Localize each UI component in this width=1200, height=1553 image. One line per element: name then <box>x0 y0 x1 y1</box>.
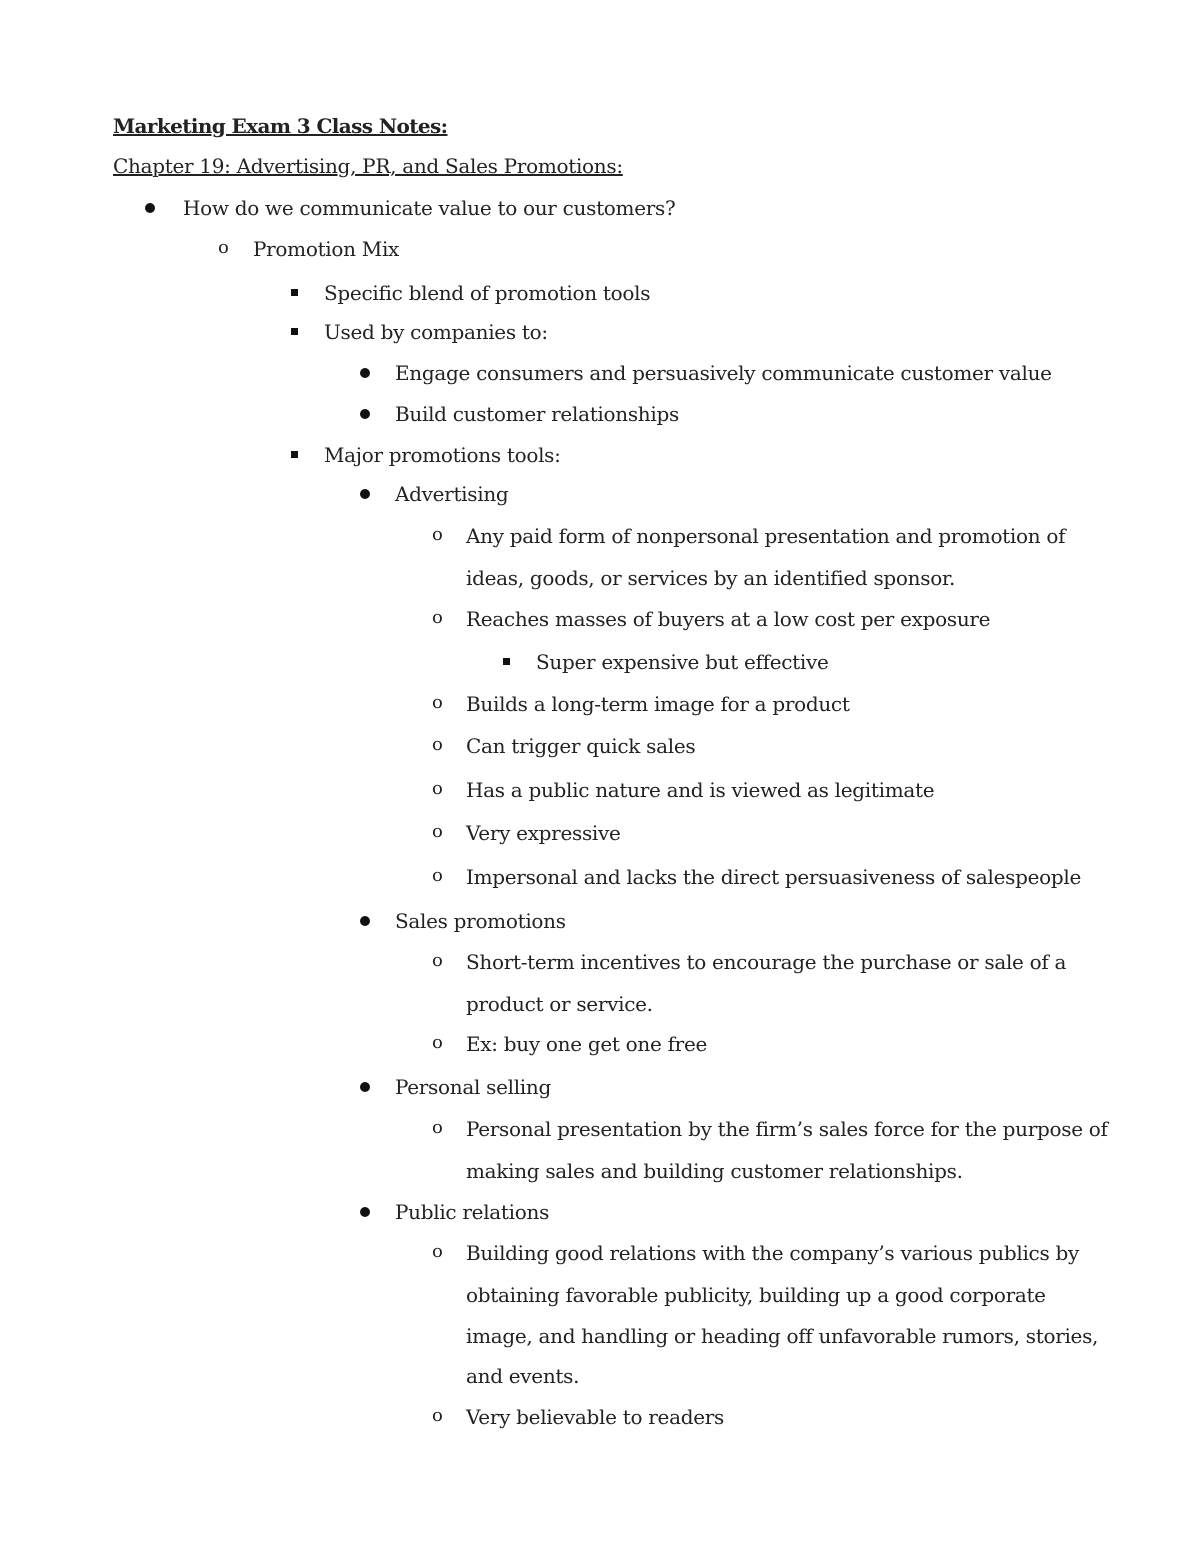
list-item <box>0 1198 1200 1226</box>
circle-bullet-icon: o <box>432 865 443 886</box>
list-item <box>0 359 1200 387</box>
chapter-heading: Chapter 19: Advertising, PR, and Sales Promotions: <box>113 154 623 178</box>
list-item-text: Very expressive <box>466 821 621 845</box>
circle-bullet-icon: o <box>432 950 443 971</box>
square-bullet-icon <box>291 289 298 296</box>
list-item-text: Major promotions tools: <box>324 443 561 467</box>
list-item <box>0 279 1200 307</box>
disc-bullet-icon <box>145 203 155 213</box>
list-item <box>0 1239 1200 1267</box>
list-item <box>0 1403 1200 1431</box>
circle-bullet-icon: o <box>432 821 443 842</box>
list-item-continuation <box>0 1281 1200 1309</box>
circle-bullet-icon: o <box>432 1241 443 1262</box>
circle-bullet-icon: o <box>432 524 443 545</box>
list-item-text: making sales and building customer relationships. <box>466 1159 963 1183</box>
disc-bullet-icon <box>360 1082 370 1092</box>
circle-bullet-icon: o <box>432 1032 443 1053</box>
list-item <box>0 819 1200 847</box>
list-item-text: Advertising <box>395 482 509 506</box>
list-item-text: and events. <box>466 1364 580 1388</box>
list-item <box>0 776 1200 804</box>
list-item <box>0 732 1200 760</box>
disc-bullet-icon <box>360 1207 370 1217</box>
list-item-text: Sales promotions <box>395 909 566 933</box>
list-item <box>0 194 1200 222</box>
list-item <box>0 480 1200 508</box>
list-item-text: Personal selling <box>395 1075 551 1099</box>
list-item-text: Building good relations with the company’s various publics by <box>466 1241 1079 1265</box>
circle-bullet-icon: o <box>432 692 443 713</box>
list-item <box>0 1030 1200 1058</box>
list-item <box>0 400 1200 428</box>
list-item-text: Used by companies to: <box>324 320 548 344</box>
list-item-text: ideas, goods, or services by an identified sponsor. <box>466 566 956 590</box>
list-item <box>0 863 1200 891</box>
list-item <box>0 1115 1200 1143</box>
list-item <box>0 948 1200 976</box>
circle-bullet-icon: o <box>432 734 443 755</box>
circle-bullet-icon: o <box>218 237 229 258</box>
list-item <box>0 441 1200 469</box>
circle-bullet-icon: o <box>432 1117 443 1138</box>
list-item-text: How do we communicate value to our customers? <box>183 196 676 220</box>
list-item-text: Very believable to readers <box>466 1405 724 1429</box>
list-item-continuation <box>0 990 1200 1018</box>
list-item-text: Promotion Mix <box>253 237 400 261</box>
disc-bullet-icon <box>360 916 370 926</box>
disc-bullet-icon <box>360 409 370 419</box>
disc-bullet-icon <box>360 489 370 499</box>
list-item <box>0 1073 1200 1101</box>
list-item <box>0 907 1200 935</box>
list-item-text: Ex: buy one get one free <box>466 1032 708 1056</box>
list-item-continuation <box>0 1157 1200 1185</box>
list-item-text: Build customer relationships <box>395 402 679 426</box>
list-item-text: product or service. <box>466 992 653 1016</box>
list-item <box>0 522 1200 550</box>
list-item-text: obtaining favorable publicity, building up a good corporate <box>466 1283 1046 1307</box>
list-item-text: Personal presentation by the firm’s sales force for the purpose of <box>466 1117 1108 1141</box>
list-item <box>0 648 1200 676</box>
list-item-text: Impersonal and lacks the direct persuasiveness of salespeople <box>466 865 1082 889</box>
list-item-text: Any paid form of nonpersonal presentation and promotion of <box>466 524 1066 548</box>
list-item-text: Has a public nature and is viewed as legitimate <box>466 778 935 802</box>
list-item-text: Super expensive but effective <box>536 650 829 674</box>
list-item-text: image, and handling or heading off unfavorable rumors, stories, <box>466 1324 1099 1348</box>
list-item-text: Builds a long-term image for a product <box>466 692 850 716</box>
square-bullet-icon <box>503 658 510 665</box>
square-bullet-icon <box>291 328 298 335</box>
list-item-text: Specific blend of promotion tools <box>324 281 651 305</box>
list-item-text: Reaches masses of buyers at a low cost per exposure <box>466 607 991 631</box>
circle-bullet-icon: o <box>432 1405 443 1426</box>
circle-bullet-icon: o <box>432 607 443 628</box>
list-item-text: Can trigger quick sales <box>466 734 696 758</box>
list-item <box>0 318 1200 346</box>
list-item-text: Short-term incentives to encourage the purchase or sale of a <box>466 950 1067 974</box>
list-item-continuation <box>0 564 1200 592</box>
page-title: Marketing Exam 3 Class Notes: <box>113 114 448 138</box>
list-item-text: Public relations <box>395 1200 550 1224</box>
list-item <box>0 605 1200 633</box>
disc-bullet-icon <box>360 368 370 378</box>
list-item <box>0 690 1200 718</box>
list-item <box>0 235 1200 263</box>
square-bullet-icon <box>291 451 298 458</box>
list-item-continuation <box>0 1322 1200 1350</box>
list-item-continuation <box>0 1362 1200 1390</box>
list-item-text: Engage consumers and persuasively communicate customer value <box>395 361 1052 385</box>
circle-bullet-icon: o <box>432 778 443 799</box>
